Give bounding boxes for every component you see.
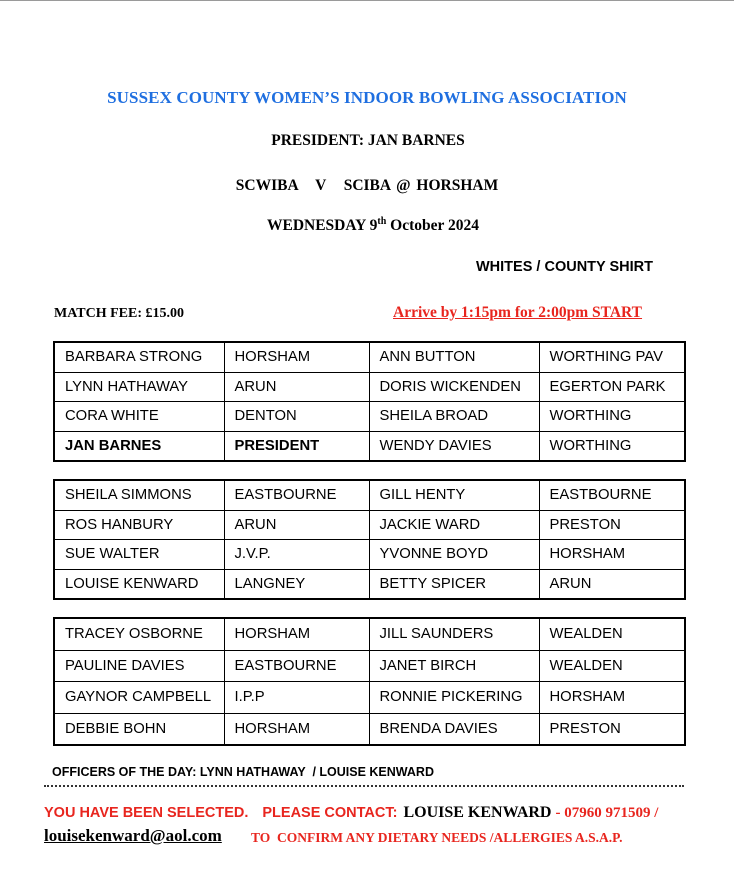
player-name: TRACEY OSBORNE — [54, 618, 224, 650]
player-club: I.P.P — [224, 682, 369, 714]
please-contact-label: PLEASE CONTACT: — [262, 805, 398, 821]
player-name: RONNIE PICKERING — [369, 682, 539, 714]
player-name: JACKIE WARD — [369, 510, 539, 540]
player-name: JAN BARNES — [54, 431, 224, 461]
player-club: HORSHAM — [224, 618, 369, 650]
table-row — [54, 569, 685, 599]
player-club: EASTBOURNE — [539, 480, 685, 510]
player-name: SUE WALTER — [54, 540, 224, 570]
player-club: WORTHING — [539, 402, 685, 432]
player-name: LYNN HATHAWAY — [54, 372, 224, 402]
player-club: WORTHING — [539, 431, 685, 461]
player-club: PRESIDENT — [224, 431, 369, 461]
dietary-notice: TO CONFIRM ANY DIETARY NEEDS /ALLERGIES A.S.A.P. — [251, 830, 623, 845]
contact-phone: - 07960 971509 / — [555, 805, 659, 821]
table-row — [54, 510, 685, 540]
contact-line — [44, 804, 658, 822]
player-name: YVONNE BOYD — [369, 540, 539, 570]
fixture-line: SCWIBA V SCIBA @ HORSHAM — [235, 177, 499, 194]
player-club: WEALDEN — [539, 650, 685, 682]
player-club: ARUN — [224, 372, 369, 402]
dress-code: WHITES / COUNTY SHIRT — [476, 259, 653, 275]
player-name: JILL SAUNDERS — [369, 618, 539, 650]
player-club: DENTON — [224, 402, 369, 432]
player-name: WENDY DAVIES — [369, 431, 539, 461]
match-fee: MATCH FEE: £15.00 — [54, 306, 185, 321]
arrival-time: Arrive by 1:15pm for 2:00pm START — [393, 304, 643, 321]
player-club: EASTBOURNE — [224, 480, 369, 510]
officers-of-the-day: OFFICERS OF THE DAY: LYNN HATHAWAY / LOUISE KENWARD — [52, 765, 434, 779]
player-club: WORTHING PAV — [539, 342, 685, 372]
player-club: J.V.P. — [224, 540, 369, 570]
player-club: HORSHAM — [224, 342, 369, 372]
player-club: HORSHAM — [224, 713, 369, 745]
player-club: PRESTON — [539, 510, 685, 540]
player-club: WEALDEN — [539, 618, 685, 650]
player-name: ROS HANBURY — [54, 510, 224, 540]
player-name: ANN BUTTON — [369, 342, 539, 372]
table-row — [54, 342, 685, 372]
table-row — [54, 402, 685, 432]
player-name: LOUISE KENWARD — [54, 569, 224, 599]
date-month-year: October 2024 — [386, 217, 479, 234]
date-ordinal-suffix: th — [377, 215, 387, 227]
dotted-divider — [44, 785, 684, 787]
top-border-line — [0, 0, 734, 1]
player-club: LANGNEY — [224, 569, 369, 599]
player-name: CORA WHITE — [54, 402, 224, 432]
match-date — [6, 217, 734, 235]
player-club: EASTBOURNE — [224, 650, 369, 682]
player-club: HORSHAM — [539, 540, 685, 570]
player-name: GAYNOR CAMPBELL — [54, 682, 224, 714]
contact-name: LOUISE KENWARD — [403, 804, 552, 821]
player-name: JANET BIRCH — [369, 650, 539, 682]
player-name: GILL HENTY — [369, 480, 539, 510]
player-name: BRENDA DAVIES — [369, 713, 539, 745]
player-club: EGERTON PARK — [539, 372, 685, 402]
team-rink-3 — [53, 617, 686, 746]
player-name: DORIS WICKENDEN — [369, 372, 539, 402]
team-rink-1 — [53, 341, 686, 462]
player-name: SHEILA SIMMONS — [54, 480, 224, 510]
player-club: PRESTON — [539, 713, 685, 745]
table-row — [54, 650, 685, 682]
player-name: PAULINE DAVIES — [54, 650, 224, 682]
table-row — [54, 682, 685, 714]
player-name: BARBARA STRONG — [54, 342, 224, 372]
table-row — [54, 540, 685, 570]
selected-notice: YOU HAVE BEEN SELECTED. — [44, 805, 249, 821]
player-club: ARUN — [224, 510, 369, 540]
table-row — [54, 480, 685, 510]
player-club: HORSHAM — [539, 682, 685, 714]
table-row — [54, 431, 685, 461]
table-row — [54, 372, 685, 402]
table-row — [54, 713, 685, 745]
date-weekday-day: WEDNESDAY 9 — [266, 217, 378, 234]
team-rink-2 — [53, 479, 686, 600]
table-row — [54, 618, 685, 650]
player-name: BETTY SPICER — [369, 569, 539, 599]
player-name: DEBBIE BOHN — [54, 713, 224, 745]
president-line: PRESIDENT: JAN BARNES — [271, 132, 465, 149]
player-club: ARUN — [539, 569, 685, 599]
player-name: SHEILA BROAD — [369, 402, 539, 432]
contact-email-link[interactable]: louisekenward@aol.com — [44, 826, 222, 845]
association-title: SUSSEX COUNTY WOMEN’S INDOOR BOWLING ASSOCIATION — [107, 88, 627, 107]
